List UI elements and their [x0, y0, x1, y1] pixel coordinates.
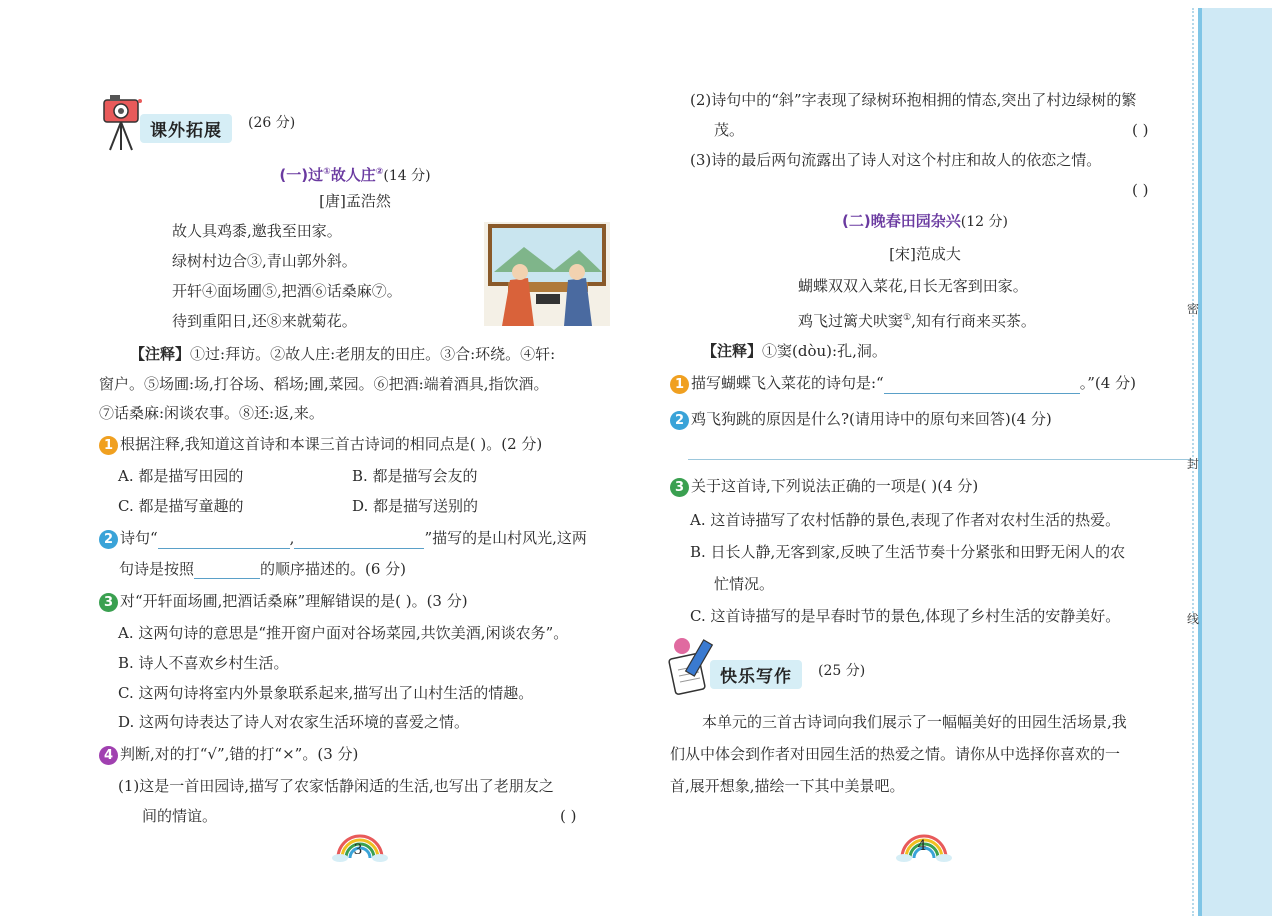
- q1-option-c[interactable]: C. 都是描写童趣的: [118, 497, 244, 515]
- poem2-line-1: 蝴蝶双双入菜花,日长无客到田家。: [798, 277, 1028, 295]
- writing-prompt-line-1: 本单元的三首古诗词向我们展示了一幅幅美好的田园生活场景,我: [702, 713, 1127, 731]
- poem1-line-1: 故人具鸡黍,邀我至田家。: [172, 222, 342, 240]
- poem2-title: (二)晚春田园杂兴(12 分): [842, 212, 1008, 230]
- q4-item-2-line-1: (2)诗句中的“斜”字表现了绿树环抱相拥的情态,突出了村边绿树的繁: [690, 91, 1137, 109]
- question-2-line-2: 句诗是按照 的顺序描述的。(6 分): [119, 560, 407, 578]
- p2-q2-answer-line[interactable]: [688, 459, 1192, 460]
- notes-line-3: ⑦话桑麻:闲谈农事。⑧还:返,来。: [99, 404, 324, 422]
- q4-item-1-line-1: (1)这是一首田园诗,描写了农家恬静闲适的生活,也写出了老朋友之: [118, 777, 554, 795]
- section-title: 课外拓展: [140, 114, 232, 143]
- p2-q3-option-a[interactable]: A. 这首诗描写了农村恬静的景色,表现了作者对农村生活的热爱。: [690, 511, 1121, 529]
- q2-blank-2[interactable]: [294, 532, 424, 549]
- poem1-line-4: 待到重阳日,还⑧来就菊花。: [172, 312, 357, 330]
- p2-question-3: 3 关于这首诗,下列说法正确的一项是( )(4 分): [670, 476, 978, 497]
- seal-mark-feng: 封: [1187, 457, 1200, 471]
- q4-item-2-answer[interactable]: ( ): [1132, 121, 1149, 139]
- writing-prompt-line-3: 首,展开想象,描绘一下其中美景吧。: [670, 777, 905, 795]
- question-2: 2 诗句“ , ”描写的是山村风光,这两: [99, 528, 587, 549]
- q2-blank-1[interactable]: [158, 532, 290, 549]
- question-1: 1 根据注释,我知道这首诗和本课三首古诗词的相同点是( )。(2 分): [99, 434, 542, 455]
- q1-option-a[interactable]: A. 都是描写田园的: [118, 467, 244, 485]
- writing-prompt-line-2: 们从中体会到作者对田园生活的热爱之情。请你从中选择你喜欢的一: [670, 745, 1121, 763]
- notes-line-2: 窗户。⑤场圃:场,打谷场、稻场;圃,菜园。⑥把酒:端着酒具,指饮酒。: [99, 375, 549, 393]
- question-4: 4 判断,对的打“√”,错的打“×”。(3 分): [99, 744, 358, 765]
- p2-question-2: 2 鸡飞狗跳的原因是什么?(请用诗中的原句来回答)(4 分): [670, 409, 1052, 430]
- q2-blank-3[interactable]: [194, 562, 260, 579]
- q4-item-3: (3)诗的最后两句流露出了诗人对这个村庄和故人的依恋之情。: [690, 151, 1102, 169]
- q1-option-b[interactable]: B. 都是描写会友的: [352, 467, 478, 485]
- q4-item-1-line-2: 间的情谊。: [142, 807, 218, 825]
- p2-q1-blank[interactable]: [884, 377, 1080, 394]
- q3-option-c[interactable]: C. 这两句诗将室内外景象联系起来,描写出了山村生活的情趣。: [118, 684, 534, 702]
- q4-item-3-answer[interactable]: ( ): [1132, 181, 1149, 199]
- section-header-writing: [668, 636, 828, 698]
- poem1-author: [唐]孟浩然: [319, 192, 391, 210]
- q4-item-1-answer[interactable]: ( ): [560, 807, 577, 825]
- p2-q3-option-b-line-1[interactable]: B. 日长人静,无客到家,反映了生活节奏十分紧张和田野无闲人的农: [690, 543, 1126, 561]
- notes-line-1: 【注释】①过:拜访。②故人庄:老朋友的田庄。③合:环绕。④轩:: [130, 345, 556, 363]
- p2-q3-option-c[interactable]: C. 这首诗描写的是早春时节的景色,体现了乡村生活的安静美好。: [690, 607, 1121, 625]
- question-3: 3 对“开轩面场圃,把酒话桑麻”理解错误的是( )。(3 分): [99, 591, 468, 612]
- page-number-left: 3: [353, 842, 363, 858]
- q3-option-d[interactable]: D. 这两句诗表达了诗人对农家生活环境的喜爱之情。: [118, 713, 470, 731]
- right-page: [640, 0, 1190, 916]
- writing-score: (25 分): [818, 663, 866, 679]
- section-score: (26 分): [248, 115, 296, 131]
- binding-strip: [1198, 8, 1272, 916]
- poem2-notes: 【注释】①窦(dòu):孔,洞。: [702, 342, 887, 360]
- camera-icon: [100, 92, 144, 152]
- poem2-author: [宋]范成大: [889, 245, 961, 263]
- poem1-line-2: 绿树村边合③,青山郭外斜。: [172, 252, 357, 270]
- p2-q3-option-b-line-2: 忙情况。: [714, 575, 775, 593]
- poem2-line-2: 鸡飞过篱犬吠窦①,知有行商来买茶。: [798, 312, 1036, 330]
- q3-option-a[interactable]: A. 这两句诗的意思是“推开窗户面对谷场菜园,共饮美酒,闲谈农务”。: [118, 624, 569, 642]
- writing-title: 快乐写作: [710, 660, 802, 689]
- q1-option-d[interactable]: D. 都是描写送别的: [352, 497, 479, 515]
- seal-mark-xian: 线: [1187, 612, 1200, 626]
- poem1-line-3: 开轩④面场圃⑤,把酒⑥话桑麻⑦。: [172, 282, 402, 300]
- page-number-right: 4: [917, 838, 927, 854]
- poem1-title: (一)过①故人庄②(14 分): [279, 166, 431, 184]
- seal-mark-mi: 密: [1187, 302, 1200, 316]
- p2-question-1: 1 描写蝴蝶飞入菜花的诗句是:“ 。”(4 分): [670, 373, 1136, 394]
- q3-option-b[interactable]: B. 诗人不喜欢乡村生活。: [118, 654, 289, 672]
- q4-item-2-line-2: 茂。: [714, 121, 745, 139]
- poem-illustration: [484, 222, 610, 326]
